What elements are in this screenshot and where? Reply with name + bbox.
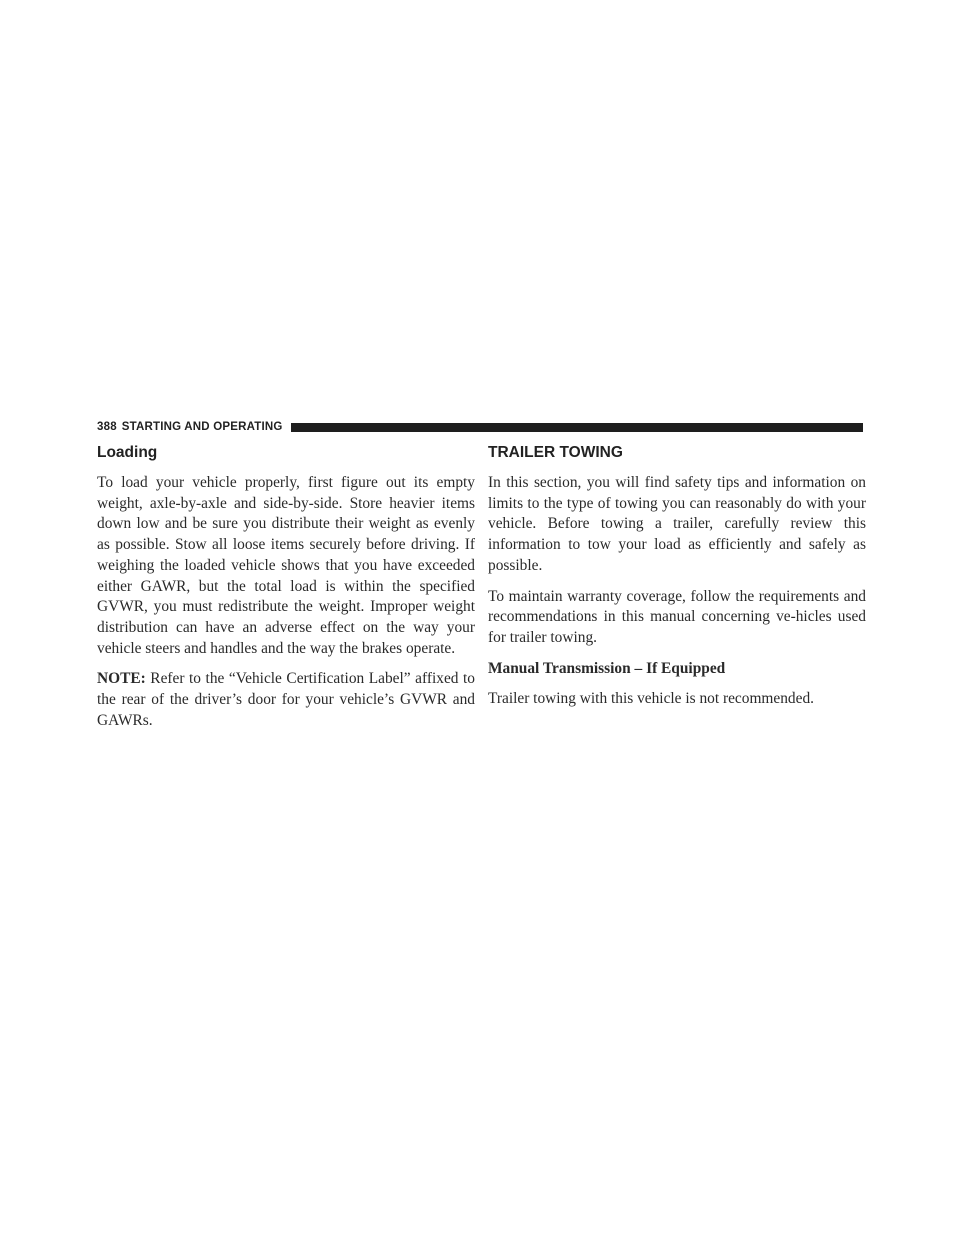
- section-title: STARTING AND OPERATING: [121, 421, 283, 433]
- note-paragraph: [97, 669, 475, 731]
- trailer-paragraph-3: Trailer towing with this vehicle is not recommended.: [488, 690, 814, 708]
- trailer-towing-heading: TRAILER TOWING: [488, 444, 623, 461]
- note-label: NOTE:: [97, 670, 146, 688]
- note-text: Refer to the “Vehicle Certification Label” affixed to the rear of the driver’s door for your vehicle’s GVWR and GAWRs.: [97, 670, 475, 729]
- loading-paragraph: To load your vehicle properly, first figure out its empty weight, axle-by-axle and side-by-side. Store heavier items down low and be sure you distribute their weight as evenly as possible. Stow all loose items securely before driving. If weighing the loaded vehicle shows that you have exceeded either GAWR, but the total load is within the specified GVWR, you must redistribute the weight. Improper weight distribution can have an adverse effect on the way your vehicle steers and handles and the way the brakes operate.: [97, 474, 475, 657]
- trailer-paragraph-2: To maintain warranty coverage, follow the requirements and recommendations in this manual concerning ve-hicles used for trailer towing.: [488, 587, 866, 646]
- loading-heading: Loading: [97, 444, 158, 461]
- page-number: 388: [97, 421, 117, 433]
- manual-transmission-subheading: Manual Transmission – If Equipped: [488, 659, 726, 677]
- trailer-paragraph-1: In this section, you will find safety tips and information on limits to the type of towing you can reasonably do with your vehicle. Before towing a trailer, carefully review this information to tow your load as efficiently and safely as possible.: [488, 474, 866, 574]
- running-header: [97, 419, 863, 435]
- header-rule: [291, 423, 863, 432]
- left-column: [97, 440, 475, 741]
- right-column: [488, 440, 866, 720]
